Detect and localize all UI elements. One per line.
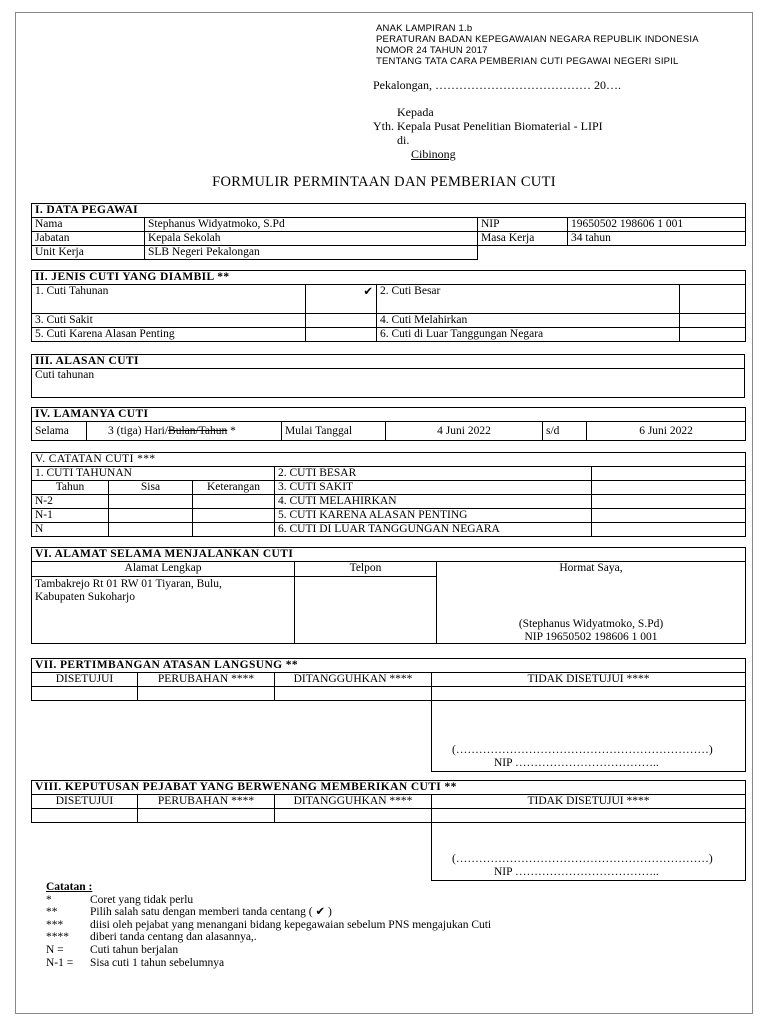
nomor-text: NOMOR 24 TAHUN 2017 <box>376 45 488 56</box>
signer-name: (Stephanus Widyatmoko, S.Pd) <box>518 618 664 630</box>
sd-label: s/d <box>543 422 587 441</box>
note-line <box>46 894 491 907</box>
jenis-cuti-penting: 5. Cuti Karena Alasan Penting <box>32 328 306 342</box>
blank-area <box>32 701 432 772</box>
notes-title: Catatan : <box>46 881 93 893</box>
ket-cell[interactable] <box>193 495 275 509</box>
atasan-nip: NIP ……………………………….. <box>494 757 659 769</box>
star-text: * <box>230 424 236 437</box>
disetujui-cell[interactable] <box>32 687 138 701</box>
masa-kerja-value: 34 tahun <box>568 232 746 246</box>
atasan-signature-cell <box>432 701 746 772</box>
catatan-cell[interactable] <box>592 495 746 509</box>
jenis-cuti-luar-tanggungan: 6. Cuti di Luar Tanggungan Negara <box>377 328 680 342</box>
masa-kerja-label: Masa Kerja <box>478 232 568 246</box>
jabatan-value: Kepala Sekolah <box>145 232 478 246</box>
check-icon[interactable]: ✔ <box>306 285 377 314</box>
row-n: N <box>32 523 109 537</box>
catatan-cuti-luar: 6. CUTI DI LUAR TANGGUNGAN NEGARA <box>275 523 592 537</box>
signature-cell <box>437 562 746 644</box>
jenis-cuti-melahirkan: 4. Cuti Melahirkan <box>377 314 680 328</box>
section-keputusan-pejabat <box>31 780 746 881</box>
row-n2: N-2 <box>32 495 109 509</box>
jenis-cuti-besar: 2. Cuti Besar <box>377 285 680 314</box>
catatan-cell[interactable] <box>592 467 746 481</box>
section-lamanya-cuti <box>31 407 746 441</box>
tanggal-mulai[interactable]: 4 Juni 2022 <box>386 422 543 441</box>
alamat-line-1: Tambakrejo Rt 01 RW 01 Tiyaran, Bulu, <box>35 578 222 590</box>
note-key: *** <box>46 918 64 931</box>
signer-nip: NIP 19650502 198606 1 001 <box>524 631 658 643</box>
col-perubahan: PERUBAHAN **** <box>138 673 275 687</box>
note-key: N = <box>46 943 64 956</box>
section-heading: II. JENIS CUTI YANG DIAMBIL ** <box>32 271 746 285</box>
col-telpon: Telpon <box>295 562 437 577</box>
form-page <box>15 12 753 1014</box>
col-perubahan: PERUBAHAN **** <box>138 795 275 809</box>
alamat-value[interactable] <box>32 577 295 644</box>
catatan-cell[interactable] <box>592 481 746 495</box>
col-tahun: Tahun <box>32 481 109 495</box>
nip-label: NIP <box>478 218 568 232</box>
addressee: Yth. Kepala Pusat Penelitian Biomaterial - LIPI <box>373 119 603 133</box>
note-line <box>46 906 491 919</box>
pejabat-signature-cell <box>432 823 746 881</box>
place-date: Pekalongan, ………………………………… 20…. <box>373 78 621 92</box>
notes-block <box>46 881 491 969</box>
pejabat-sign-line: (…………………………………………………………) <box>452 853 713 865</box>
col-ditangguhkan: DITANGGUHKAN **** <box>275 795 432 809</box>
col-disetujui: DISETUJUI <box>32 673 138 687</box>
note-key: ** <box>46 906 58 919</box>
col-sisa: Sisa <box>109 481 193 495</box>
sisa-cell[interactable] <box>109 523 193 537</box>
note-text: diisi oleh pejabat yang menangani bidang kepegawaian sebelum PNS mengajukan Cuti <box>90 918 492 931</box>
check-box-luar-tanggungan[interactable] <box>680 328 746 342</box>
catatan-cuti-melahirkan: 4. CUTI MELAHIRKAN <box>275 495 592 509</box>
col-ditangguhkan: DITANGGUHKAN **** <box>275 673 432 687</box>
tidak-disetujui-cell[interactable] <box>432 809 746 823</box>
section-heading: VI. ALAMAT SELAMA MENJALANKAN CUTI <box>32 548 746 562</box>
catatan-cuti-besar: 2. CUTI BESAR <box>275 467 592 481</box>
catatan-cuti-sakit: 3. CUTI SAKIT <box>275 481 592 495</box>
note-text: Coret yang tidak perlu <box>90 893 194 906</box>
blank-area <box>32 823 432 881</box>
nip-value: 19650502 198606 1 001 <box>568 218 746 232</box>
alasan-value[interactable]: Cuti tahunan <box>32 369 745 398</box>
sisa-cell[interactable] <box>109 495 193 509</box>
jenis-cuti-sakit: 3. Cuti Sakit <box>32 314 306 328</box>
note-line <box>46 919 491 932</box>
note-text: Cuti tahun berjalan <box>90 943 179 956</box>
catatan-cuti-penting: 5. CUTI KARENA ALASAN PENTING <box>275 509 592 523</box>
col-disetujui: DISETUJUI <box>32 795 138 809</box>
note-text: Sisa cuti 1 tahun sebelumnya <box>90 956 225 969</box>
section-jenis-cuti <box>31 270 746 342</box>
nama-value: Stephanus Widyatmoko, S.Pd <box>145 218 478 232</box>
note-text: diberi tanda centang dan alasannya,. <box>90 931 257 944</box>
pejabat-nip: NIP ……………………………….. <box>494 866 659 878</box>
col-tidak-disetujui: TIDAK DISETUJUI **** <box>432 795 746 809</box>
catatan-cell[interactable] <box>592 523 746 537</box>
bulan-tahun-text: Bulan/Tahun <box>168 424 228 437</box>
sisa-cell[interactable] <box>109 509 193 523</box>
section-heading: VII. PERTIMBANGAN ATASAN LANGSUNG ** <box>32 659 746 673</box>
hormat-text: Hormat Saya, <box>559 562 623 574</box>
tidak-disetujui-cell[interactable] <box>432 687 746 701</box>
atasan-sign-line: (…………………………………………………………) <box>452 744 713 756</box>
peraturan-text: PERATURAN BADAN KEPEGAWAIAN NEGARA REPUBLIK INDONESIA <box>376 34 699 45</box>
kepada-text: Kepada <box>397 105 434 119</box>
lampiran-text: ANAK LAMPIRAN 1.b <box>376 23 473 34</box>
note-key: **** <box>46 931 69 944</box>
row-n1: N-1 <box>32 509 109 523</box>
city-text: Cibinong <box>411 147 456 161</box>
col-tidak-disetujui: TIDAK DISETUJUI **** <box>432 673 746 687</box>
note-text: Pilih salah satu dengan memberi tanda centang ( ✔ ) <box>90 906 332 919</box>
alamat-line-2: Kabupaten Sukoharjo <box>35 591 135 603</box>
jenis-cuti-tahunan: 1. Cuti Tahunan <box>32 285 306 314</box>
note-line <box>46 944 491 957</box>
check-box-sakit[interactable] <box>306 314 377 328</box>
section-heading: III. ALASAN CUTI <box>32 355 745 369</box>
col-keterangan: Keterangan <box>193 481 275 495</box>
note-line <box>46 931 491 944</box>
cuti-tahunan-label: 1. CUTI TAHUNAN <box>32 467 275 481</box>
ket-cell[interactable] <box>193 509 275 523</box>
nama-label: Nama <box>32 218 145 232</box>
hari-text: Hari/ <box>144 424 169 437</box>
note-key: N-1 = <box>46 956 74 969</box>
ket-cell[interactable] <box>193 523 275 537</box>
mulai-label: Mulai Tanggal <box>282 422 386 441</box>
di-text: di. <box>397 133 410 147</box>
catatan-cell[interactable] <box>592 509 746 523</box>
section-data-pegawai <box>31 203 746 260</box>
section-alamat <box>31 547 746 644</box>
disetujui-cell[interactable] <box>32 809 138 823</box>
telpon-value[interactable] <box>295 577 437 644</box>
section-heading: V. CATATAN CUTI *** <box>32 453 746 467</box>
jabatan-label: Jabatan <box>32 232 145 246</box>
selama-label: Selama <box>32 422 87 441</box>
unit-kerja-label: Unit Kerja <box>32 246 145 260</box>
section-alasan-cuti <box>31 354 745 398</box>
check-box-penting[interactable] <box>306 328 377 342</box>
tentang-text: TENTANG TATA CARA PEMBERIAN CUTI PEGAWAI NEGERI SIPIL <box>376 56 679 67</box>
check-box-melahirkan[interactable] <box>680 314 746 328</box>
unit-kerja-value: SLB Negeri Pekalongan <box>145 246 478 260</box>
section-heading: I. DATA PEGAWAI <box>32 204 746 218</box>
tanggal-selesai[interactable]: 6 Juni 2022 <box>587 422 746 441</box>
check-box-besar[interactable] <box>680 285 746 314</box>
section-heading: IV. LAMANYA CUTI <box>32 408 746 422</box>
regulation-header <box>376 23 699 67</box>
durasi-value <box>87 422 282 441</box>
perubahan-cell[interactable] <box>138 687 275 701</box>
empty-cell <box>478 246 746 260</box>
section-catatan-cuti <box>31 452 746 537</box>
section-heading: VIII. KEPUTUSAN PEJABAT YANG BERWENANG MEMBERIKAN CUTI ** <box>32 781 746 795</box>
ditangguhkan-cell[interactable] <box>275 687 432 701</box>
jumlah-value: 3 (tiga) <box>108 424 142 437</box>
note-key: * <box>46 893 52 906</box>
section-pertimbangan-atasan <box>31 658 746 772</box>
ditangguhkan-cell[interactable] <box>275 809 432 823</box>
perubahan-cell[interactable] <box>138 809 275 823</box>
col-alamat: Alamat Lengkap <box>32 562 295 577</box>
form-title: FORMULIR PERMINTAAN DAN PEMBERIAN CUTI <box>212 174 556 190</box>
note-line <box>46 957 491 970</box>
